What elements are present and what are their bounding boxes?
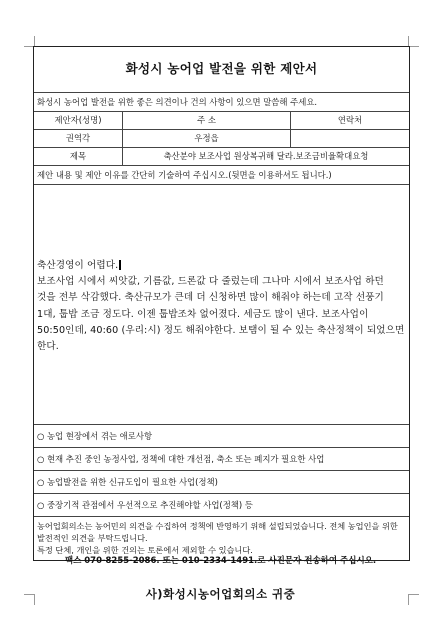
note-line: 농어업회의소는 농어민의 의견을 수집하여 정책에 반영하기 위해 설립되었습니다. 전체 농업인을 위한 발전적인 의견을 부탁드립니다. — [37, 521, 398, 543]
form-intro: 화성시 농어업 발전을 위한 좋은 의견이나 건의 사항이 있으면 말씀해 주세요. — [34, 92, 409, 111]
proposer-address-field[interactable]: 주 소 — [122, 112, 290, 129]
content-heading: 축산경영이 어렵다. — [37, 260, 119, 271]
page-corner-mark — [408, 594, 419, 605]
guide-item-difficulties: ○ 농업 현장에서 겪는 애로사항 — [34, 424, 409, 447]
contact-field[interactable] — [290, 112, 409, 129]
district-extra-cell[interactable] — [290, 130, 409, 147]
fax-instruction: 팩스 070-8255-2086. 또는 010-2334-1491.로 사진문자 전송하여 주십시오. — [64, 556, 377, 566]
text-cursor — [119, 260, 121, 270]
content-body: 보조사업 시에서 씨앗값, 기름값, 드론값 다 줄렀는데 그나마 시에서 보조사업 하던 것을 전부 삭감했다. 축산규모가 큰데 더 신청하면 많이 해줘야 하는데 고작 선풍기 1대, 툽밥 조금 정도다. 이젠 툽밥조차 없어졌다. 세금도 많이 낸다. 보조사업이 50:50인데, 40:60 (우리:시) 정도 해줘야한다. 보탬이 될 수 있는 축산정책이 되었으면 한다. — [37, 276, 405, 353]
recipient-footer: 사)화성시농어업회의소 귀중 — [145, 587, 296, 601]
district-field[interactable]: 우정읍 — [122, 130, 290, 147]
district-row — [34, 129, 409, 147]
form-instructions: 제안 내용 및 제안 이유를 간단히 기술하여 주십시오.(뒷면을 이용하셔도 됩니다.) — [34, 165, 409, 184]
proposer-label: 제안자(성명) — [54, 115, 102, 126]
guide-item-long-term: ○ 중장기적 관점에서 우선적으로 추진해야할 사업(정책) 등 — [34, 493, 409, 516]
proposer-row — [34, 111, 409, 129]
subject-row — [34, 147, 409, 165]
proposal-content-area[interactable] — [34, 184, 409, 424]
guide-item-new-projects: ○ 농업발전을 위한 신규도입이 필요한 사업(정책) — [34, 470, 409, 493]
contact-label: 연락처 — [337, 115, 363, 126]
guide-item-improvements: ○ 현재 추진 중인 농정사업, 정책에 대한 개선점, 축소 또는 폐지가 필요한 사업 — [34, 447, 409, 470]
proposal-content-text — [37, 258, 405, 355]
subject-label: 제목 — [69, 151, 87, 162]
form-title: 화성시 농어업 발전을 위한 제안서 — [125, 61, 318, 77]
district-label: 권역각 — [65, 133, 91, 144]
subject-field[interactable]: 축산분야 보조사업 원상복귀해 달라.보조금비율확대요청 — [122, 148, 409, 165]
note-line: 특정 단체, 개인을 위한 건의는 토론에서 제외할 수 있습니다. — [37, 545, 253, 555]
proposal-form — [33, 46, 410, 561]
